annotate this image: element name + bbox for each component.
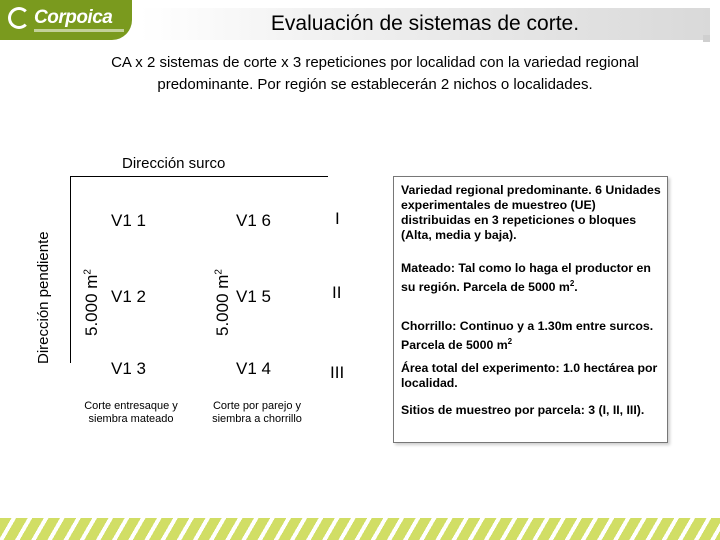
repetition-label-iii: III [330, 363, 345, 382]
header [0, 0, 720, 40]
info-chorrillo-sup: 2 [507, 337, 513, 346]
title-bar [140, 8, 710, 40]
info-varietal: Variedad regional predominante. 6 Unidades experimentales de muestreo (UE) distribuidas en 3 repeticiones o bloques (Alta, media y baja). [401, 183, 661, 242]
logo-tagline-bar [34, 29, 124, 32]
slide-subtitle: CA x 2 sistemas de corte x 3 repeticiones por localidad con la variedad regional predominante. Por región se establecerán 2 nichos o localidades. [111, 54, 639, 93]
info-box [393, 176, 668, 443]
area-value: 5.000 m [82, 274, 101, 336]
direction-furrow-label: Dirección surco [122, 155, 226, 172]
info-chorrillo-text: Chorrillo: Continuo y a 1.30m entre surcos. Parcela de 5000 m [401, 319, 654, 353]
area-value: 5.000 m [213, 274, 232, 336]
area-unit-sup: 2 [82, 269, 94, 275]
info-mateado [401, 261, 663, 295]
logo-text: Corpoica [34, 7, 113, 28]
repetition-label-ii: II [332, 283, 342, 302]
plot-right-caption: Corte por parejo y siembra a chorrillo [212, 400, 302, 425]
plot-left-area-label [82, 269, 102, 336]
plot-cell-v1-5: V1 5 [236, 287, 271, 306]
slide-title: Evaluación de sistemas de corte. [270, 12, 580, 35]
info-mateado-text: Mateado: Tal como lo haga el productor en su región. Parcela de 5000 m [401, 261, 651, 295]
plot-cell-v1-2: V1 2 [111, 287, 146, 306]
plot-left-caption: Corte entresaque y siembra mateado [84, 400, 178, 425]
direction-slope-label: Dirección pendiente [35, 231, 52, 364]
plot-cell-v1-3: V1 3 [111, 359, 146, 378]
info-mateado-end: . [574, 280, 578, 295]
footer-stripe-decoration [0, 518, 720, 540]
repetition-label-i: I [335, 209, 340, 228]
furrow-axis-line [70, 176, 328, 177]
logo-mark-icon [8, 7, 30, 29]
info-sampling-sites: Sitios de muestreo por parcela: 3 (I, II, III). [401, 403, 645, 417]
plot-right-area-label [213, 269, 233, 336]
info-total-area: Área total del experimento: 1.0 hectárea por localidad. [401, 361, 658, 390]
plot-cell-v1-1: V1 1 [111, 211, 146, 230]
plot-cell-v1-4: V1 4 [236, 359, 271, 378]
brand-logo [0, 0, 132, 40]
info-mateado-sup: 2 [569, 279, 575, 288]
plot-cell-v1-6: V1 6 [236, 211, 271, 230]
info-chorrillo [401, 319, 663, 353]
corner-square-decoration [703, 35, 710, 42]
area-unit-sup: 2 [213, 269, 225, 275]
slope-axis-line [70, 176, 71, 363]
